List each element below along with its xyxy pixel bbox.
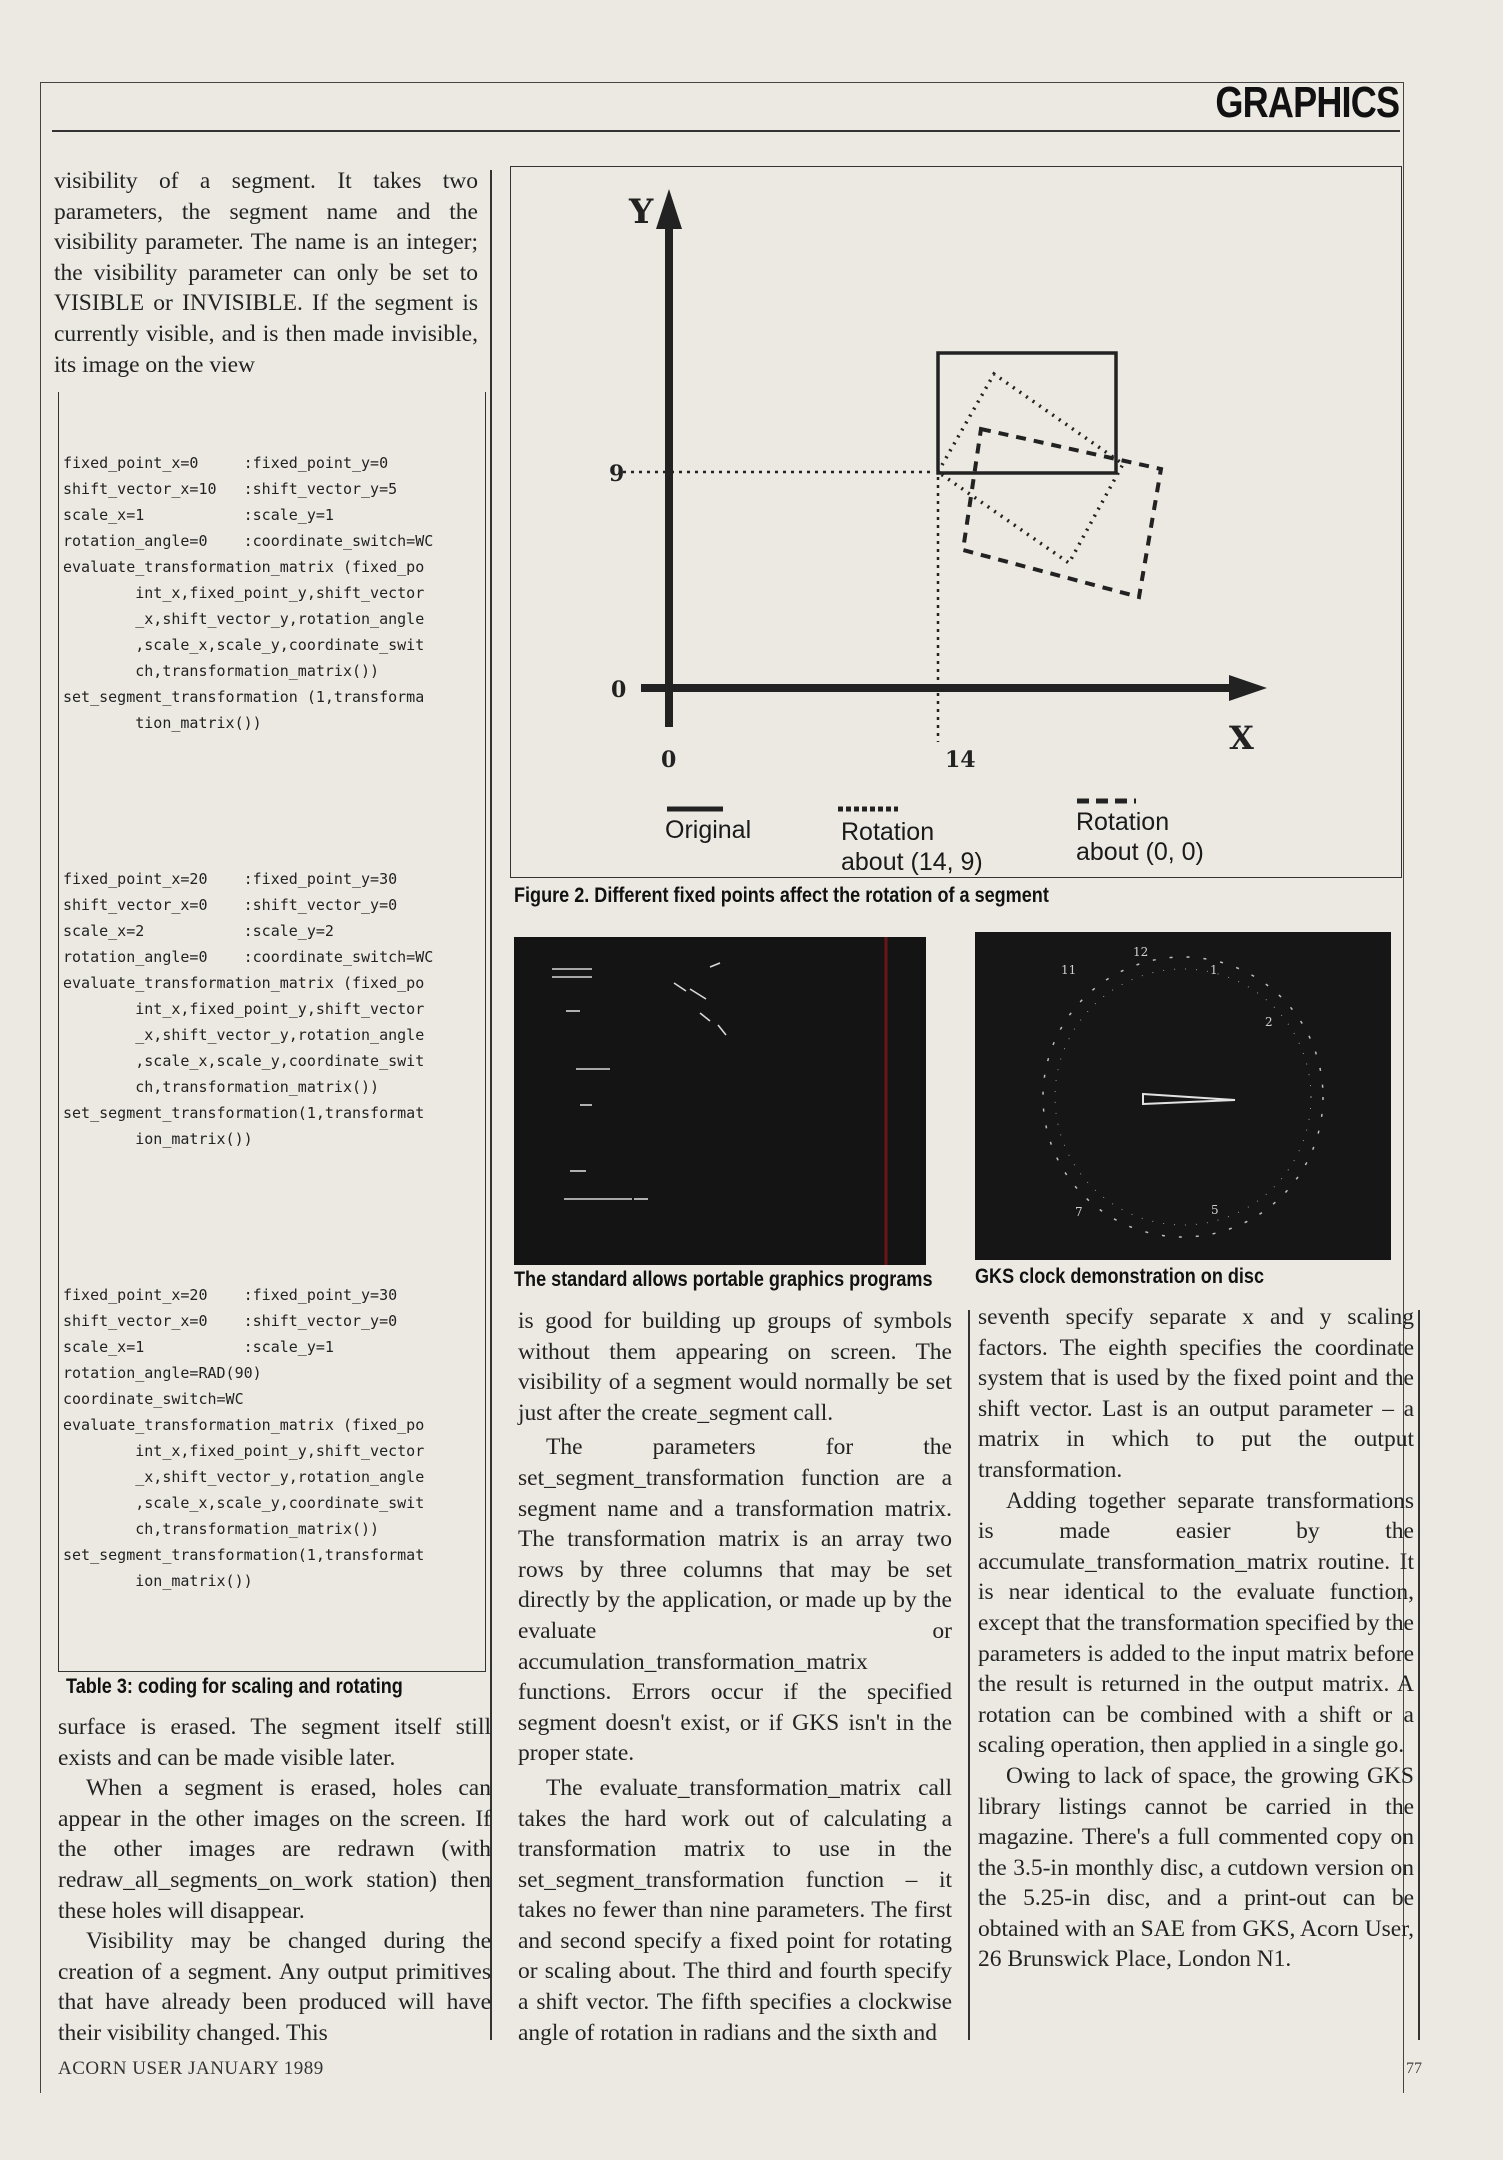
portable-graphics-screen [514,937,926,1265]
col1-paragraph-3: Visibility may be changed during the creation of a segment. Any output primitives that have already been produced will have their visibility changed. This [58,1928,491,2046]
clock-numeral-2: 2 [1265,1015,1273,1029]
table3-code-block-1: fixed_point_x=0 :fixed_point_y=0 shift_vector_x=10 :shift_vector_y=5 scale_x=1 :scale_y=1 rotation_angle=0 :coordinate_switch=WC evaluate_transformation_matrix (fixed_po int_x,fixed_point_y,shift_vector _x,shift_vector_y,rotation_angle ,scale_x,scale_y,coordinate_swit ch,transformation_matrix()) set_segment_transformation (1,transforma tion_matrix()) [63,454,434,732]
legend-rotation-14-9-line1: Rotation [841,818,935,846]
gks-clock-caption: GKS clock demonstration on disc [975,1265,1265,1288]
tick-y0: 0 [611,677,627,703]
col2-paragraph-2: The parameters for the set_segment_transformation function are a segment name and a transformation matrix. The transformation matrix is an array two rows by three columns that may be set directly by the application, or made up by the evaluate or accumulation_transformation_matrix functions. Errors occur if the specified segment doesn't exist, or if GKS isn't in the proper state. [518,1434,952,1767]
col1-paragraph-1: surface is erased. The segment itself still exists and can be made visible later. [58,1714,491,1771]
figure2-chart [511,167,1403,879]
col2-paragraph-3: The evaluate_transformation_matrix call takes the hard work out of calculating a transformation matrix to use in the set_segment_transformation function – it takes no fewer than nine parameters. The first and second specify a fixed point for rotating or scaling about. The third and fourth specify a shift vector. The fifth specifies a clockwise angle of rotation in radians and the sixth and [518,1774,952,2046]
header-rule [52,130,1400,132]
x-axis-arrow [1229,675,1267,701]
table3-box [58,392,486,1672]
clock-numeral-12: 12 [1133,945,1149,959]
col2-paragraph-1: is good for building up groups of symbols without them appearing on screen. The visibility of a segment would normally be set just after the create_segment call. [518,1308,952,1426]
legend-rotation-14-9-line2: about (14, 9) [841,848,983,876]
tick-x14: 14 [945,747,976,773]
clock-numeral-11: 11 [1061,963,1077,977]
footer-publication: ACORN USER JANUARY 1989 [58,2058,324,2079]
col1-top-paragraph: visibility of a segment. It takes two parameters, the segment name and the visibility parameter. The name is an integer; the visibility parameter can only be set to VISIBLE or INVISIBLE. If the segment is currently visible, and is then made invisible, its image on the view [54,168,478,378]
tick-y9: 9 [609,461,625,487]
y-axis-label: Y [629,192,654,232]
figure2-box [510,166,1402,878]
section-title: GRAPHICS [1215,78,1399,127]
col2-text [518,1306,952,2048]
clock-numeral-7: 7 [1075,1205,1083,1219]
legend-rotation-14-9 [841,817,983,877]
figure2-caption: Figure 2. Different fixed points affect the rotation of a segment [514,884,1049,907]
legend-rotation-0-0-line2: about (0, 0) [1076,838,1204,866]
column-rule-2 [968,1310,970,2040]
table3-code-block-2: fixed_point_x=20 :fixed_point_y=30 shift_vector_x=0 :shift_vector_y=0 scale_x=2 :scale_y=2 rotation_angle=0 :coordinate_switch=WC evaluate_transformation_matrix (fixed_po int_x,fixed_point_y,shift_vector _x,shift_vector_y,rotation_angle ,scale_x,scale_y,coordinate_swit ch,transformation_matrix()) set_segment_transformation(1,transformat ion_matrix()) [63,870,434,1148]
clock-numeral-5: 5 [1211,1203,1219,1217]
col1-bottom-text [58,1712,491,2049]
portable-graphics-photo [514,937,926,1265]
rotated-about-0-0 [963,429,1161,597]
column-rule-3 [1418,1310,1420,2040]
table3-caption: Table 3: coding for scaling and rotating [66,1675,403,1698]
col3-paragraph-1: seventh specify separate x and y scaling factors. The eighth specifies the coordinate system that is used by the fixed point and the shift vector. Last is an output parameter – a matrix in which to put the output transformation. [978,1304,1414,1483]
gks-clock-screen [975,932,1391,1260]
y-axis-arrow [656,189,682,229]
footer-page-number: 77 [1406,2060,1422,2077]
tick-x0: 0 [661,747,677,773]
portable-graphics-caption: The standard allows portable graphics programs [514,1268,933,1291]
gks-clock-photo [975,932,1391,1260]
clock-numeral-1: 1 [1210,963,1218,977]
table3-code-block-3: fixed_point_x=20 :fixed_point_y=30 shift_vector_x=0 :shift_vector_y=0 scale_x=1 :scale_y=1 rotation_angle=RAD(90) coordinate_switch=WC evaluate_transformation_matrix (fixed_po int_x,fixed_point_y,shift_vector _x,shift_vector_y,rotation_angle ,scale_x,scale_y,coordinate_swit ch,transformation_matrix()) set_segment_transformation(1,transformat ion_matrix()) [63,1286,425,1590]
clock-hand [1143,1094,1235,1104]
legend-rotation-0-0 [1076,807,1204,867]
col3-text [978,1302,1414,1975]
legend-rotation-0-0-line1: Rotation [1076,808,1170,836]
legend-original: Original [665,816,752,844]
col3-paragraph-3: Owing to lack of space, the growing GKS library listings cannot be carried in the magazine. There's a full commented copy on the 3.5-in monthly disc, a cutdown version on the 5.25-in disc, and a print-out can be obtained with an SAE from GKS, Acorn User, 26 Brunswick Place, London N1. [978,1762,1414,1973]
x-axis-label: X [1229,719,1254,757]
col1-paragraph-2: When a segment is erased, holes can appear in the other images on the screen. If the other images are redrawn (with redraw_all_segments_on_work station) then these holes will disappear. [58,1775,491,1924]
col3-paragraph-2: Adding together separate transformations is made easier by the accumulate_transformation_matrix routine. It is near identical to the evaluate function, except that the transformation specified by the parameters is added to the input matrix before the result is returned in the output matrix. A rotation can be combined with a shift or a scaling operation, then applied in a single go. [978,1487,1414,1759]
